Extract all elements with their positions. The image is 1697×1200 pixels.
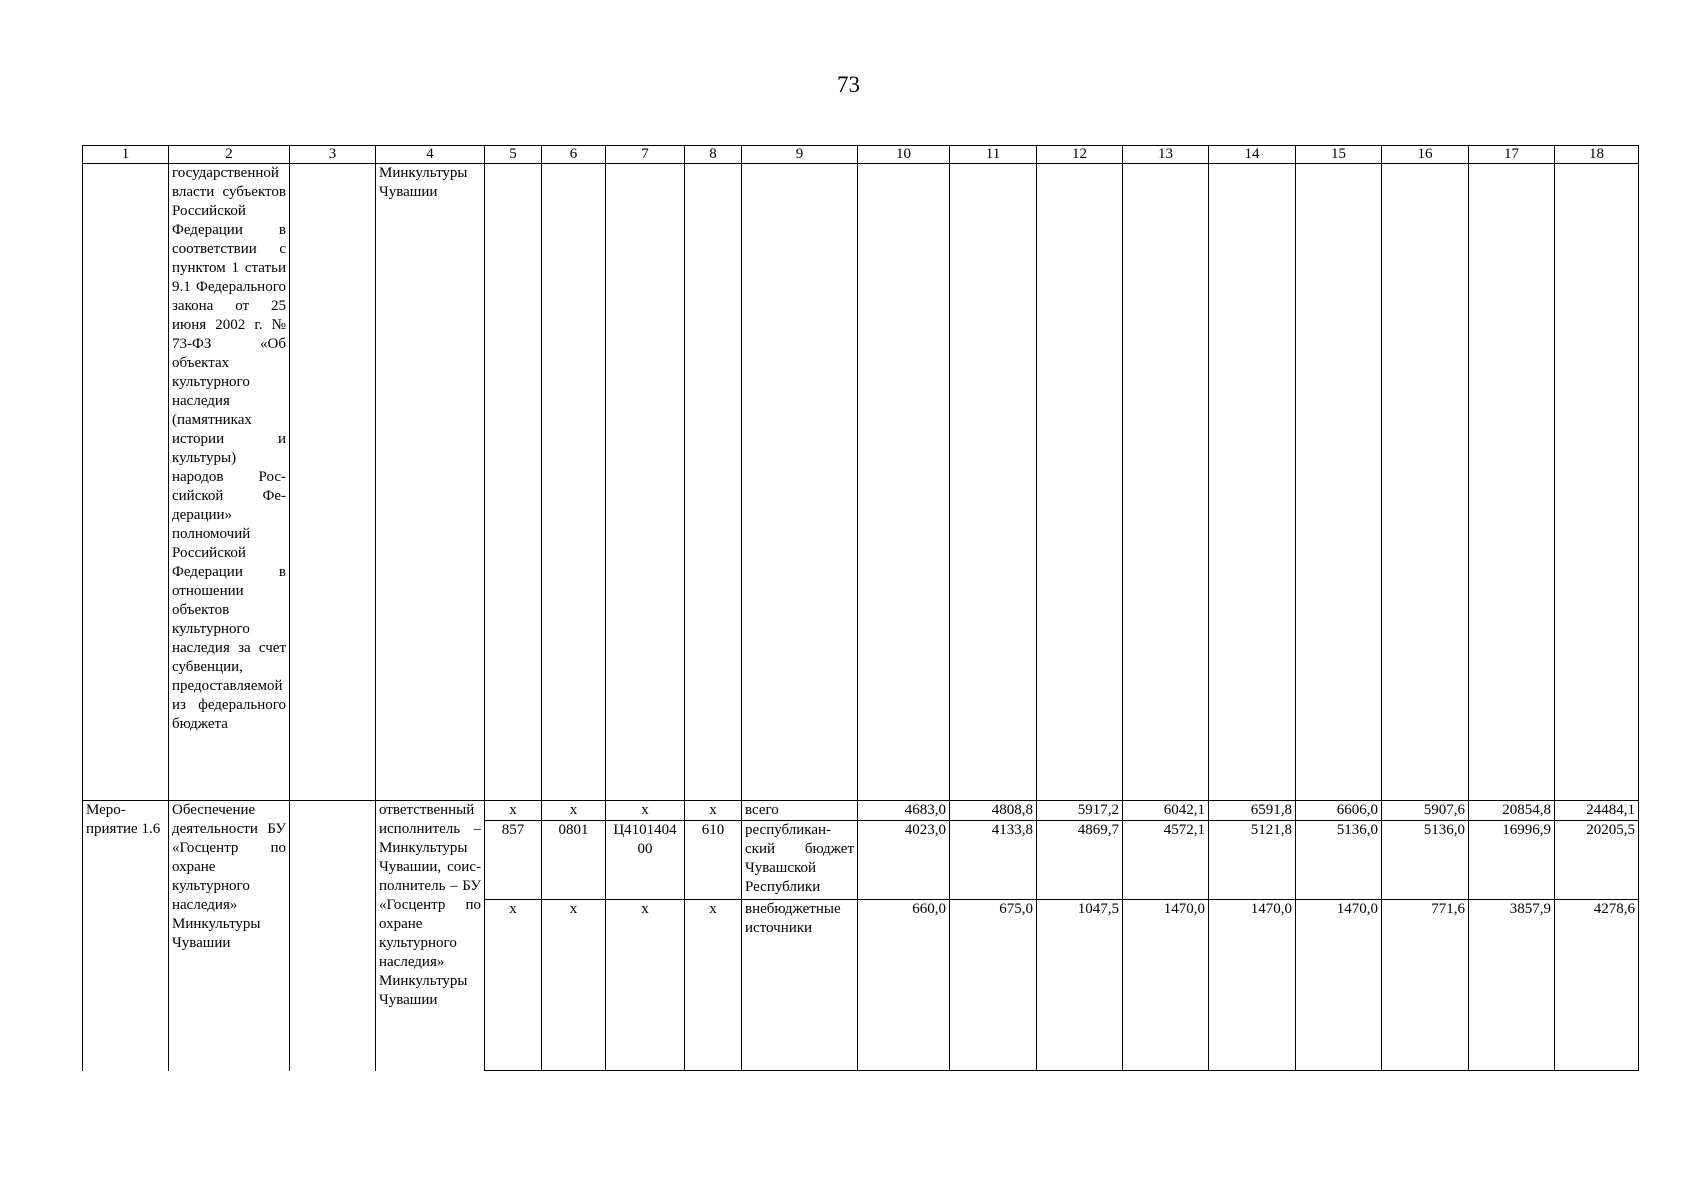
- column-header: 18: [1555, 146, 1639, 164]
- value-cell: 5917,2: [1037, 801, 1123, 821]
- value-cell: 5136,0: [1296, 821, 1382, 900]
- table-row: [83, 801, 1639, 821]
- header-row: [83, 146, 1639, 164]
- value-cell: 771,6: [1382, 900, 1469, 1071]
- expense-type-code: x: [685, 801, 742, 821]
- target-article-code: x: [606, 801, 685, 821]
- table-row: [83, 164, 1639, 801]
- grbs-code: x: [485, 900, 542, 1071]
- section-code: x: [542, 801, 606, 821]
- value-cell: 3857,9: [1469, 900, 1555, 1071]
- column-header: 5: [485, 146, 542, 164]
- column-header: 3: [290, 146, 376, 164]
- column-header: 16: [1382, 146, 1469, 164]
- measure-description: Обеспечение деятельности БУ «Госцентр по охране культурного наследия» Минкультуры Чувашии: [169, 801, 290, 1071]
- value-cell: 20854,8: [1469, 801, 1555, 821]
- column-header: 14: [1209, 146, 1296, 164]
- funding-source: всего: [742, 801, 858, 821]
- value-cell: 4133,8: [950, 821, 1037, 900]
- executor-cell: Минкультуры Чувашии: [376, 164, 485, 801]
- value-cell: 1470,0: [1209, 900, 1296, 1071]
- value-cell: 5121,8: [1209, 821, 1296, 900]
- measure-label: Мероприятие 1.6: [83, 801, 169, 1071]
- grbs-code: 857: [485, 821, 542, 900]
- column-header: 9: [742, 146, 858, 164]
- column-header: 6: [542, 146, 606, 164]
- value-cell: 4869,7: [1037, 821, 1123, 900]
- column-header: 13: [1123, 146, 1209, 164]
- executor-cell: ответственный исполнитель – Минкультуры Чувашии, соисполнитель – БУ «Госцентр по охране культурного наследия» Минкультуры Чувашии: [376, 801, 485, 1071]
- column-header: 8: [685, 146, 742, 164]
- column-header: 10: [858, 146, 950, 164]
- funding-source: республиканский бюджет Чувашской Республики: [742, 821, 858, 900]
- section-code: 0801: [542, 821, 606, 900]
- value-cell: 660,0: [858, 900, 950, 1071]
- value-cell: 6606,0: [1296, 801, 1382, 821]
- column-header: 17: [1469, 146, 1555, 164]
- expense-type-code: 610: [685, 821, 742, 900]
- value-cell: 4808,8: [950, 801, 1037, 821]
- value-cell: 1047,5: [1037, 900, 1123, 1071]
- page-number: 73: [837, 72, 860, 97]
- funding-source: внебюджетные источники: [742, 900, 858, 1071]
- target-article-code: x: [606, 900, 685, 1071]
- value-cell: 4278,6: [1555, 900, 1639, 1071]
- column-header: 12: [1037, 146, 1123, 164]
- value-cell: 5907,6: [1382, 801, 1469, 821]
- section-code: x: [542, 900, 606, 1071]
- value-cell: 1470,0: [1296, 900, 1382, 1071]
- value-cell: 1470,0: [1123, 900, 1209, 1071]
- value-cell: 675,0: [950, 900, 1037, 1071]
- column-header: 2: [169, 146, 290, 164]
- value-cell: 24484,1: [1555, 801, 1639, 821]
- grbs-code: x: [485, 801, 542, 821]
- value-cell: 5136,0: [1382, 821, 1469, 900]
- value-cell: 4023,0: [858, 821, 950, 900]
- expense-type-code: x: [685, 900, 742, 1071]
- budget-table: [82, 145, 1639, 1071]
- value-cell: 6591,8: [1209, 801, 1296, 821]
- value-cell: 16996,9: [1469, 821, 1555, 900]
- value-cell: 4683,0: [858, 801, 950, 821]
- value-cell: 20205,5: [1555, 821, 1639, 900]
- value-cell: 6042,1: [1123, 801, 1209, 821]
- column-header: 4: [376, 146, 485, 164]
- column-header: 11: [950, 146, 1037, 164]
- column-header: 1: [83, 146, 169, 164]
- target-article-code: Ц4101404 00: [606, 821, 685, 900]
- value-cell: 4572,1: [1123, 821, 1209, 900]
- column-header: 7: [606, 146, 685, 164]
- column-header: 15: [1296, 146, 1382, 164]
- activity-description: государственной власти субъектов Российской Федерации в соответствии с пунктом 1 статьи 9.1 Федерального закона от 25 июня 2002 г. № 73-ФЗ «Об объектах культурного наследия (памятниках истории и культуры) народов Российской Федерации» полномочий Российской Федерации в отношении объектов культурного наследия за счет субвенции, предоставляемой из федерального бюджета: [169, 164, 290, 801]
